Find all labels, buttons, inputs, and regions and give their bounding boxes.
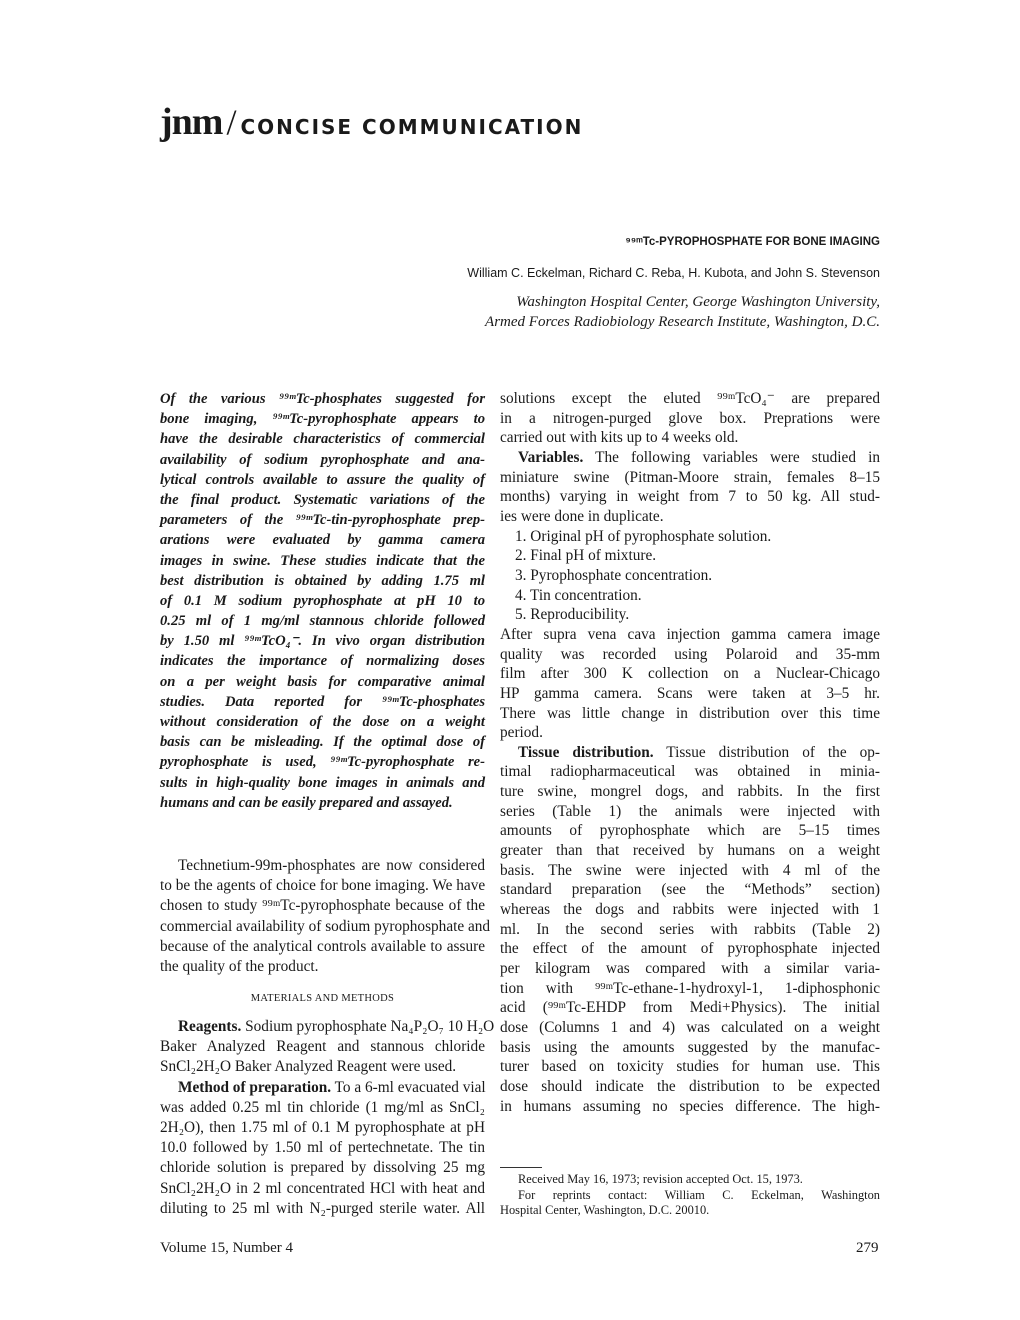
text-line: best distribution is obtained by adding 1.75 ml	[160, 572, 485, 589]
line-text: 5. Reproducibility.	[515, 606, 630, 624]
text-line: Of the various ⁹⁹ᵐTc-phosphates suggested for	[160, 391, 485, 407]
line-text: There was little change in distribution over this time	[500, 704, 880, 722]
materials-methods-heading: MATERIALS AND METHODS	[250, 993, 395, 1004]
line-text: period.	[500, 724, 543, 742]
text-line	[500, 527, 880, 547]
text-line	[500, 645, 880, 665]
line-text: dose (Columns 1 and 4) was calculated on a weight	[500, 1019, 880, 1036]
line-text: dose should indicate the distribution to be expected	[500, 1077, 880, 1095]
text-line: parameters of the ⁹⁹ᵐTc-tin-pyrophosphate prep-	[160, 512, 485, 529]
methods-text	[160, 1017, 495, 1219]
run-in-heading: Tissue distribution.	[518, 743, 654, 761]
line-text: film after 300 K collection on a Nuclear-Chicago	[500, 665, 880, 683]
line-text: miniature swine (Pitman-Moore strain, females 8–15	[500, 468, 880, 486]
right-column-text	[500, 389, 880, 1116]
line-text: acid (⁹⁹ᵐTc-EHDP from Medi+Physics). The initial	[500, 999, 880, 1017]
text-line	[500, 625, 880, 645]
text-line	[500, 487, 880, 507]
line-text: chloride solution is prepared by dissolving 25 mg	[160, 1159, 485, 1177]
text-line	[160, 1037, 485, 1057]
line-text: To a 6-ml evacuated vial	[331, 1078, 486, 1096]
text-line	[500, 998, 880, 1018]
text-line	[500, 389, 880, 409]
line-text: The following variables were studied in	[583, 448, 880, 466]
text-line	[500, 821, 880, 841]
line-text: diluting to 25 ml with N₂-purged sterile water. All	[160, 1199, 485, 1217]
text-line	[500, 782, 880, 802]
text-line	[160, 1138, 485, 1158]
text-line: For reprints contact: William C. Eckelman, Washington	[518, 1187, 880, 1202]
line-text: 2H₂O), then 1.75 ml of 0.1 M pyrophosphate at pH	[160, 1118, 485, 1136]
line-text: 3. Pyrophosphate concentration.	[515, 566, 713, 584]
text-line: pyrophosphate is used, ⁹⁹ᵐTc-pyrophosphate re-	[160, 754, 485, 771]
text-line: Technetium-99m-phosphates are now considered	[178, 857, 485, 874]
text-line	[500, 959, 880, 979]
line-text: the effect of the amount of pyrophosphate injected	[500, 940, 880, 958]
text-line	[500, 507, 880, 527]
text-line	[500, 428, 880, 448]
introduction	[160, 856, 491, 977]
line-text: Baker Analyzed Reagent and stannous chloride	[160, 1038, 485, 1056]
line-text: solutions except the eluted ⁹⁹ᵐTcO₄⁻ are prepared	[500, 390, 880, 407]
affiliation-line: Armed Forces Radiobiology Research Institute, Washington, D.C.	[485, 314, 880, 330]
text-line: sults in high-quality bone images in animals and	[160, 774, 485, 791]
text-line	[500, 586, 880, 606]
line-text: quality was recorded using Polaroid and 35-mm	[500, 645, 880, 663]
text-line: have the desirable characteristics of commercial	[160, 431, 485, 448]
article-authors: William C. Eckelman, Richard C. Reba, H. Kubota, and John S. Stevenson	[467, 266, 880, 280]
line-text: basis. The swine were injected with 4 ml of the	[500, 861, 880, 879]
journal-header	[160, 100, 583, 144]
text-line	[500, 409, 880, 429]
text-line	[500, 566, 880, 586]
text-line	[160, 1199, 485, 1219]
line-text: timal radiopharmaceutical was obtained in minia-	[500, 763, 880, 781]
line-text: 4. Tin concentration.	[515, 586, 642, 604]
affiliation	[485, 292, 880, 332]
text-line	[500, 664, 880, 684]
text-line: the quality of the product.	[160, 957, 319, 975]
text-line	[500, 1018, 880, 1038]
footnote-divider	[500, 1167, 542, 1168]
text-line	[500, 1038, 880, 1058]
line-text: SnCl₂2H₂O Baker Analyzed Reagent were used.	[160, 1058, 457, 1076]
text-line: by 1.50 ml ⁹⁹ᵐTcO₄⁻. In vivo organ distribution	[160, 633, 485, 650]
text-line	[160, 1057, 485, 1077]
affiliation-line: Washington Hospital Center, George Washington University,	[516, 294, 880, 310]
text-line: of 0.1 M sodium pyrophosphate at pH 10 to	[160, 592, 485, 609]
line-text: in a nitrogen-purged glove box. Preprations were	[500, 409, 880, 427]
text-line	[160, 1098, 485, 1118]
line-text: tion with ⁹⁹ᵐTc-ethane-1-hydroxyl-1, 1-diphosphonic	[500, 979, 880, 997]
line-text: in humans assuming no species difference. The high-	[500, 1097, 880, 1115]
line-text: Tissue distribution of the op-	[653, 743, 881, 761]
line-text: whereas the dogs and rabbits were injected with 1	[500, 901, 880, 919]
text-line: 0.25 ml of 1 mg/ml stannous chloride followed	[160, 613, 485, 630]
text-line	[500, 900, 880, 920]
text-line	[500, 762, 880, 782]
text-line	[500, 468, 880, 488]
text-line	[500, 841, 880, 861]
line-text: 2. Final pH of mixture.	[515, 547, 657, 565]
text-line: without consideration of the dose on a weight	[160, 714, 485, 730]
line-text: amounts of pyrophosphate which are 5–15 times	[500, 822, 880, 840]
text-line: because of the analytical controls available to assure	[160, 937, 485, 955]
text-line	[500, 880, 880, 900]
text-line: commercial availability of sodium pyrophosphate and	[160, 917, 491, 935]
text-line	[500, 684, 880, 704]
text-line: to be the agents of choice for bone imaging. We have	[160, 877, 486, 895]
abstract	[160, 389, 485, 813]
line-text: turer based on toxicity studies for human use. This	[500, 1058, 880, 1076]
text-line: humans and can be easily prepared and assayed.	[160, 794, 453, 811]
text-line: studies. Data reported for ⁹⁹ᵐTc-phosphates	[160, 693, 485, 710]
line-text: 1. Original pH of pyrophosphate solution.	[515, 527, 772, 545]
line-text: ture swine, mongrel dogs, and rabbits. In the first	[500, 783, 880, 801]
text-line	[160, 1158, 485, 1178]
line-text: series (Table 1) the animals were injected with	[500, 802, 880, 820]
line-text: greater than that received by humans on a weight	[500, 842, 880, 860]
text-line	[160, 1017, 495, 1037]
line-text: per kilogram was compared with a similar varia-	[500, 960, 880, 978]
text-line	[500, 605, 880, 625]
text-line: chosen to study ⁹⁹ᵐTc-pyrophosphate because of the	[160, 897, 485, 915]
text-line: basis can be misleading. If the optimal dose of	[160, 734, 485, 751]
line-text: standard preparation (see the “Methods” section)	[500, 881, 880, 899]
line-text: ml. In the second series with rabbits (Table 2)	[500, 920, 880, 938]
text-line	[500, 802, 880, 822]
line-text: ies were done in duplicate.	[500, 507, 664, 525]
line-text: 10.0 followed by 1.50 ml of pertechnetate. The tin	[160, 1139, 485, 1157]
line-text: basis using the amounts suggested by the manufac-	[500, 1038, 880, 1056]
text-line	[500, 1097, 880, 1117]
article-title: ⁹⁹ᵐTc-PYROPHOSPHATE FOR BONE IMAGING	[625, 236, 880, 248]
text-line	[500, 704, 880, 724]
line-text: Sodium pyrophosphate Na₄P₂O₇ 10 H₂O	[241, 1018, 495, 1035]
text-line	[500, 448, 880, 468]
text-line: the final product. Systematic variations of the	[160, 491, 485, 508]
text-line: bone imaging, ⁹⁹ᵐTc-pyrophosphate appears to	[160, 411, 485, 428]
line-text: HP gamma camera. Scans were taken at 3–5 hr.	[500, 684, 880, 702]
text-line	[160, 1078, 485, 1098]
text-line	[500, 743, 880, 763]
text-line: images in swine. These studies indicate that the	[160, 552, 485, 569]
text-line	[500, 1077, 880, 1097]
text-line: arations were evaluated by gamma camera	[160, 532, 485, 549]
text-line	[500, 920, 880, 940]
header-slash: /	[226, 102, 237, 142]
text-line: Hospital Center, Washington, D.C. 20010.	[500, 1203, 710, 1217]
run-in-heading: Variables.	[518, 448, 584, 466]
text-line: availability of sodium pyrophosphate and ana-	[160, 451, 485, 468]
journal-logo: jnm	[160, 101, 223, 143]
section-title: CONCISE COMMUNICATION	[240, 115, 584, 139]
text-line	[500, 546, 880, 566]
volume-number: Volume 15, Number 4	[160, 1240, 294, 1256]
page-number: 279	[856, 1240, 879, 1256]
text-line: indicates the importance of normalizing doses	[160, 653, 485, 670]
text-line	[160, 1118, 485, 1138]
text-line	[500, 861, 880, 881]
run-in-heading: Method of preparation.	[178, 1078, 332, 1096]
text-line	[500, 723, 880, 743]
run-in-heading: Reagents.	[178, 1018, 242, 1035]
text-line: Received May 16, 1973; revision accepted Oct. 15, 1973.	[518, 1172, 803, 1186]
footnote	[500, 1172, 880, 1219]
text-line	[500, 1057, 880, 1077]
text-line: on a per weight basis for comparative animal	[160, 673, 485, 690]
line-text: months) varying in weight from 7 to 50 kg. All stud-	[500, 488, 880, 506]
text-line	[500, 979, 880, 999]
line-text: After supra vena cava injection gamma camera image	[500, 625, 880, 643]
text-line: lytical controls available to assure the quality of	[160, 471, 485, 488]
line-text: SnCl₂2H₂O in 2 ml concentrated HCl with heat and	[160, 1179, 485, 1197]
line-text: carried out with kits up to 4 weeks old.	[500, 429, 739, 447]
text-line	[160, 1179, 485, 1199]
text-line	[500, 939, 880, 959]
line-text: was added 0.25 ml tin chloride (1 mg/ml as SnCl₂	[160, 1098, 485, 1116]
